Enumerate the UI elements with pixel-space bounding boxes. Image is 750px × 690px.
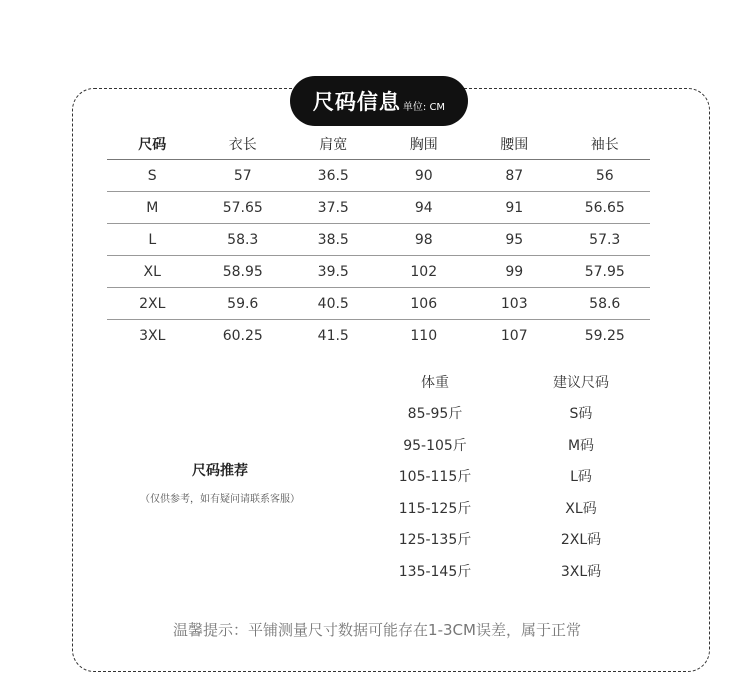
cell: 40.5: [288, 288, 379, 320]
cell: 57: [198, 160, 289, 192]
cell: S: [107, 160, 198, 192]
cell: 106: [379, 288, 470, 320]
cell: 37.5: [288, 192, 379, 224]
cell: 56.65: [560, 192, 651, 224]
header-size: 尺码: [107, 129, 198, 160]
cell: 94: [379, 192, 470, 224]
header-shoulder: 肩宽: [288, 129, 379, 160]
recommend-table: [362, 366, 654, 587]
cell: 58.6: [560, 288, 651, 320]
measurement-tip: 温馨提示：平铺测量尺寸数据可能存在1-3CM误差，属于正常: [173, 621, 581, 639]
cell: S码: [569, 406, 593, 423]
cell: M码: [567, 437, 595, 454]
cell: 135-145斤: [398, 563, 472, 580]
cell: 115-125斤: [398, 500, 472, 517]
header-length: 衣长: [198, 129, 289, 160]
table-row: [362, 524, 654, 556]
cell: 56: [560, 160, 651, 192]
cell: 2XL: [107, 288, 198, 320]
size-info-badge: [290, 76, 468, 126]
cell: 59.6: [198, 288, 289, 320]
cell: 105-115斤: [398, 469, 472, 486]
cell: 87: [469, 160, 560, 192]
table-row: [362, 461, 654, 493]
cell: 39.5: [288, 256, 379, 288]
table-row: [107, 224, 650, 256]
cell: 98: [379, 224, 470, 256]
cell: 91: [469, 192, 560, 224]
cell: 102: [379, 256, 470, 288]
cell: 95-105斤: [403, 437, 467, 454]
cell: 125-135斤: [398, 532, 472, 549]
cell: 3XL码: [560, 563, 602, 580]
cell: 58.3: [198, 224, 289, 256]
table-row: [362, 555, 654, 587]
table-row: [362, 398, 654, 430]
cell: XL: [107, 256, 198, 288]
header-weight: 体重: [421, 374, 449, 391]
table-row: [362, 492, 654, 524]
header-waist: 腰围: [469, 129, 560, 160]
cell: 41.5: [317, 327, 349, 344]
size-table-header-row: [107, 129, 650, 160]
size-table: [107, 129, 650, 351]
badge-title: 尺码信息: [312, 90, 401, 114]
table-row: [107, 192, 650, 224]
cell: 99: [469, 256, 560, 288]
cell: 107: [500, 327, 528, 344]
cell: L: [107, 224, 198, 256]
cell: 57.3: [560, 224, 651, 256]
cell: 2XL码: [560, 532, 602, 549]
recommend-note: （仅供参考，如有疑问请联系客服）: [140, 494, 300, 505]
recommend-title: 尺码推荐: [192, 463, 248, 479]
badge-unit: 单位: CM: [402, 101, 446, 113]
cell: 60.25: [222, 327, 263, 344]
cell: M: [107, 192, 198, 224]
table-row: [362, 429, 654, 461]
header-suggested-size: 建议尺码: [553, 374, 609, 391]
cell: 38.5: [288, 224, 379, 256]
recommend-header-row: [362, 366, 654, 398]
table-row: [107, 160, 650, 192]
table-row: [107, 288, 650, 320]
cell: 59.25: [584, 327, 625, 344]
cell: XL码: [565, 500, 597, 517]
header-chest: 胸围: [379, 129, 470, 160]
cell: L码: [570, 469, 592, 486]
cell: 110: [410, 327, 438, 344]
cell: 36.5: [288, 160, 379, 192]
cell: 58.95: [198, 256, 289, 288]
cell: 57.65: [198, 192, 289, 224]
table-row: [107, 320, 650, 352]
cell: 90: [379, 160, 470, 192]
cell: 95: [469, 224, 560, 256]
table-row: [107, 256, 650, 288]
cell: 85-95斤: [407, 406, 463, 423]
cell: 103: [469, 288, 560, 320]
header-sleeve: 袖长: [560, 129, 651, 160]
cell: 57.95: [560, 256, 651, 288]
cell: 3XL: [139, 327, 166, 344]
